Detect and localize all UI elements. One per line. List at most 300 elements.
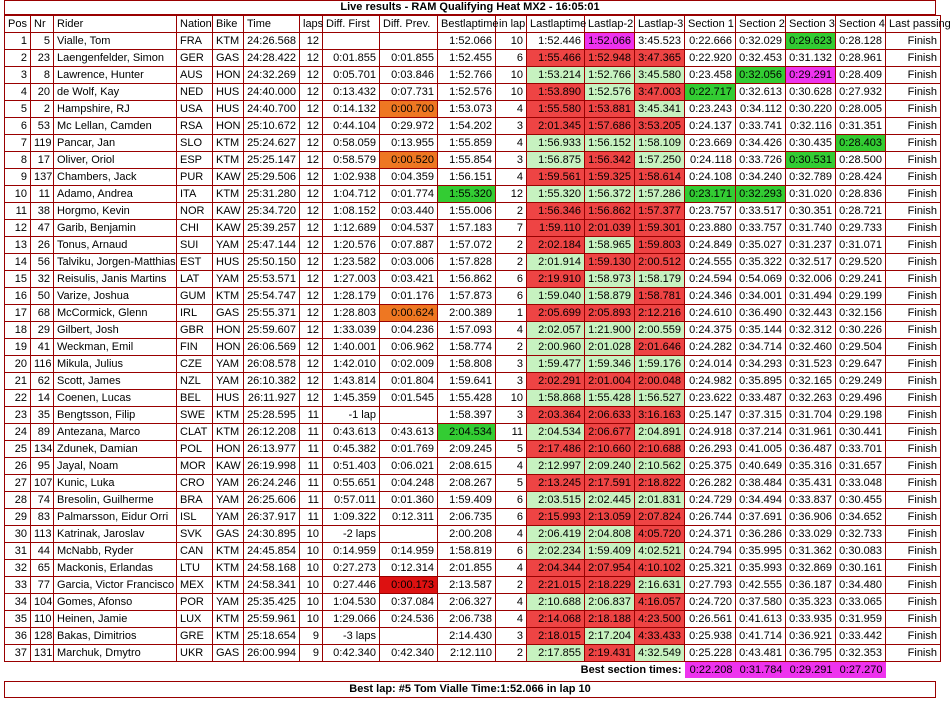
cell-diff-prev: 0:01.774 <box>380 186 438 203</box>
cell-section-2: 0:32.293 <box>736 186 786 203</box>
cell-diff-first: 1:28.803 <box>323 305 380 322</box>
cell-section-3: 0:30.628 <box>786 84 836 101</box>
cell-section-4: 0:29.249 <box>836 373 886 390</box>
cell-section-3: 0:31.704 <box>786 407 836 424</box>
cell-best-laptime: 1:54.202 <box>438 118 496 135</box>
cell-section-3: 0:32.116 <box>786 118 836 135</box>
cell-rider: Hampshire, RJ <box>54 101 177 118</box>
cell-lastlap-3: 1:56.527 <box>635 390 685 407</box>
cell-time: 25:28.595 <box>244 407 300 424</box>
cell-section-4: 0:33.065 <box>836 594 886 611</box>
cell-diff-first: -1 lap <box>323 407 380 424</box>
cell-section-2: 0:33.517 <box>736 203 786 220</box>
cell-nation: NZL <box>177 373 213 390</box>
table-row <box>5 373 941 390</box>
cell-lastlap-2: 2:18.188 <box>585 611 635 628</box>
cell-best-laptime: 2:06.327 <box>438 594 496 611</box>
cell-last-laptime: 1:53.214 <box>527 67 585 84</box>
table-header-row <box>5 16 941 33</box>
cell-pos: 31 <box>5 543 31 560</box>
cell-lastlap-3: 2:10.562 <box>635 458 685 475</box>
cell-rider: McNabb, Ryder <box>54 543 177 560</box>
cell-lastlap-2: 1:58.879 <box>585 288 635 305</box>
cell-section-1: 0:22.920 <box>685 50 736 67</box>
table-row <box>5 407 941 424</box>
cell-lastlap-3: 3:45.341 <box>635 101 685 118</box>
cell-pos: 12 <box>5 220 31 237</box>
cell-bike: HUS <box>213 84 244 101</box>
cell-nr: 110 <box>31 611 54 628</box>
cell-nr: 35 <box>31 407 54 424</box>
cell-section-1: 0:23.458 <box>685 67 736 84</box>
cell-section-1: 0:24.720 <box>685 594 736 611</box>
cell-section-2: 0:32.029 <box>736 33 786 50</box>
cell-nr: 62 <box>31 373 54 390</box>
cell-diff-prev: 0:14.959 <box>380 543 438 560</box>
cell-pos: 20 <box>5 356 31 373</box>
cell-nr: 74 <box>31 492 54 509</box>
cell-nation: CRO <box>177 475 213 492</box>
table-row <box>5 67 941 84</box>
cell-section-4: 0:28.403 <box>836 135 886 152</box>
cell-lastlap-3: 1:58.109 <box>635 135 685 152</box>
cell-section-1: 0:23.669 <box>685 135 736 152</box>
cell-diff-prev: 0:01.545 <box>380 390 438 407</box>
cell-section-4: 0:31.959 <box>836 611 886 628</box>
cell-last-laptime: 1:59.040 <box>527 288 585 305</box>
cell-lastlap-3: 1:57.377 <box>635 203 685 220</box>
cell-nation: IRL <box>177 305 213 322</box>
cell-last-laptime: 2:03.515 <box>527 492 585 509</box>
column-header-lastlap-2: Lastlap-2 <box>585 16 635 33</box>
cell-lastlap-2: 2:18.229 <box>585 577 635 594</box>
cell-section-1: 0:25.375 <box>685 458 736 475</box>
cell-rider: Pancar, Jan <box>54 135 177 152</box>
table-row <box>5 288 941 305</box>
cell-lastlap-2: 1:56.152 <box>585 135 635 152</box>
cell-nr: 2 <box>31 101 54 118</box>
cell-pos: 37 <box>5 645 31 662</box>
cell-nation: POR <box>177 594 213 611</box>
cell-diff-prev: 0:24.536 <box>380 611 438 628</box>
cell-last-passing: Finish <box>886 237 941 254</box>
cell-pos: 36 <box>5 628 31 645</box>
cell-lastlap-2: 2:01.028 <box>585 339 635 356</box>
cell-best-laptime: 1:55.320 <box>438 186 496 203</box>
cell-section-4: 0:31.351 <box>836 118 886 135</box>
cell-lastlap-3: 1:59.176 <box>635 356 685 373</box>
cell-section-3: 0:32.517 <box>786 254 836 271</box>
cell-nr: 32 <box>31 271 54 288</box>
cell-time: 24:40.700 <box>244 101 300 118</box>
cell-section-2: 0:40.649 <box>736 458 786 475</box>
cell-rider: Kunic, Luka <box>54 475 177 492</box>
cell-laps: 12 <box>300 288 323 305</box>
cell-last-laptime: 1:56.346 <box>527 203 585 220</box>
cell-in-lap: 6 <box>496 271 527 288</box>
cell-laps: 12 <box>300 33 323 50</box>
cell-section-2: 0:33.726 <box>736 152 786 169</box>
cell-time: 25:10.672 <box>244 118 300 135</box>
cell-bike: YAM <box>213 356 244 373</box>
cell-pos: 32 <box>5 560 31 577</box>
cell-diff-first: 0:44.104 <box>323 118 380 135</box>
cell-section-1: 0:26.744 <box>685 509 736 526</box>
column-header-laps: laps <box>300 16 323 33</box>
cell-lastlap-3: 3:47.365 <box>635 50 685 67</box>
cell-pos: 27 <box>5 475 31 492</box>
cell-diff-prev: 0:03.006 <box>380 254 438 271</box>
cell-lastlap-3: 3:16.163 <box>635 407 685 424</box>
cell-section-2: 0:36.490 <box>736 305 786 322</box>
cell-section-2: 0:34.001 <box>736 288 786 305</box>
cell-in-lap: 10 <box>496 67 527 84</box>
cell-laps: 12 <box>300 271 323 288</box>
cell-nation: PUR <box>177 169 213 186</box>
table-row <box>5 356 941 373</box>
cell-last-laptime: 2:12.997 <box>527 458 585 475</box>
cell-section-2: 0:35.993 <box>736 560 786 577</box>
cell-best-laptime: 2:12.110 <box>438 645 496 662</box>
cell-nr: 44 <box>31 543 54 560</box>
cell-nr: 134 <box>31 441 54 458</box>
cell-section-1: 0:25.321 <box>685 560 736 577</box>
cell-diff-prev: 0:12.314 <box>380 560 438 577</box>
cell-bike: GAS <box>213 50 244 67</box>
cell-time: 25:29.506 <box>244 169 300 186</box>
cell-nation: GER <box>177 50 213 67</box>
cell-section-4: 0:33.442 <box>836 628 886 645</box>
cell-lastlap-3: 2:16.631 <box>635 577 685 594</box>
cell-laps: 12 <box>300 186 323 203</box>
cell-lastlap-2: 1:59.346 <box>585 356 635 373</box>
cell-time: 25:34.720 <box>244 203 300 220</box>
best-section-1: 0:22.208 <box>685 662 736 679</box>
cell-section-1: 0:23.171 <box>685 186 736 203</box>
cell-section-3: 0:31.961 <box>786 424 836 441</box>
cell-laps: 11 <box>300 424 323 441</box>
cell-pos: 35 <box>5 611 31 628</box>
cell-lastlap-2: 1:59.325 <box>585 169 635 186</box>
cell-nr: 17 <box>31 152 54 169</box>
cell-last-passing: Finish <box>886 475 941 492</box>
cell-rider: Lawrence, Hunter <box>54 67 177 84</box>
cell-section-2: 0:34.714 <box>736 339 786 356</box>
cell-bike: KTM <box>213 577 244 594</box>
cell-time: 24:32.269 <box>244 67 300 84</box>
cell-last-passing: Finish <box>886 152 941 169</box>
cell-in-lap: 10 <box>496 390 527 407</box>
cell-section-1: 0:24.014 <box>685 356 736 373</box>
column-header-lastlap-3: Lastlap-3 <box>635 16 685 33</box>
cell-bike: HUS <box>213 390 244 407</box>
cell-section-2: 0:34.293 <box>736 356 786 373</box>
cell-section-4: 0:28.424 <box>836 169 886 186</box>
cell-diff-first: 0:45.382 <box>323 441 380 458</box>
cell-diff-prev: 0:00.520 <box>380 152 438 169</box>
cell-nation: BEL <box>177 390 213 407</box>
cell-lastlap-2: 1:58.973 <box>585 271 635 288</box>
cell-last-laptime: 2:01.345 <box>527 118 585 135</box>
column-header-diff-first: Diff. First <box>323 16 380 33</box>
cell-rider: Gomes, Afonso <box>54 594 177 611</box>
cell-diff-prev: 0:42.340 <box>380 645 438 662</box>
cell-bike: YAM <box>213 271 244 288</box>
cell-in-lap: 7 <box>496 220 527 237</box>
cell-bike: HUS <box>213 101 244 118</box>
cell-in-lap: 2 <box>496 339 527 356</box>
cell-last-passing: Finish <box>886 509 941 526</box>
cell-rider: de Wolf, Kay <box>54 84 177 101</box>
table-row <box>5 50 941 67</box>
cell-time: 26:12.208 <box>244 424 300 441</box>
cell-best-laptime: 2:06.735 <box>438 509 496 526</box>
cell-rider: Mackonis, Erlandas <box>54 560 177 577</box>
cell-laps: 11 <box>300 458 323 475</box>
cell-nr: 8 <box>31 67 54 84</box>
cell-section-3: 0:33.837 <box>786 492 836 509</box>
cell-nr: 50 <box>31 288 54 305</box>
cell-in-lap: 4 <box>496 526 527 543</box>
cell-last-laptime: 1:52.446 <box>527 33 585 50</box>
cell-laps: 12 <box>300 50 323 67</box>
cell-section-1: 0:24.594 <box>685 271 736 288</box>
cell-section-3: 0:32.263 <box>786 390 836 407</box>
cell-lastlap-2: 2:05.893 <box>585 305 635 322</box>
cell-section-4: 0:32.156 <box>836 305 886 322</box>
cell-time: 24:40.000 <box>244 84 300 101</box>
cell-section-2: 0:34.426 <box>736 135 786 152</box>
cell-laps: 12 <box>300 101 323 118</box>
cell-last-laptime: 1:55.320 <box>527 186 585 203</box>
cell-laps: 12 <box>300 305 323 322</box>
cell-lastlap-3: 4:05.720 <box>635 526 685 543</box>
cell-bike: GAS <box>213 526 244 543</box>
cell-section-1: 0:24.108 <box>685 169 736 186</box>
table-row <box>5 611 941 628</box>
cell-last-laptime: 2:04.344 <box>527 560 585 577</box>
cell-best-laptime: 1:56.862 <box>438 271 496 288</box>
cell-last-passing: Finish <box>886 220 941 237</box>
cell-last-passing: Finish <box>886 203 941 220</box>
cell-section-1: 0:24.346 <box>685 288 736 305</box>
cell-section-1: 0:24.137 <box>685 118 736 135</box>
cell-time: 24:30.895 <box>244 526 300 543</box>
cell-diff-first: 0:14.132 <box>323 101 380 118</box>
cell-best-laptime: 1:55.859 <box>438 135 496 152</box>
cell-time: 25:24.627 <box>244 135 300 152</box>
cell-best-laptime: 1:55.854 <box>438 152 496 169</box>
cell-best-laptime: 1:58.819 <box>438 543 496 560</box>
cell-last-passing: Finish <box>886 628 941 645</box>
cell-nation: SLO <box>177 135 213 152</box>
cell-rider: Reisulis, Janis Martins <box>54 271 177 288</box>
cell-diff-prev: 0:00.624 <box>380 305 438 322</box>
cell-nation: NED <box>177 84 213 101</box>
cell-nr: 113 <box>31 526 54 543</box>
cell-laps: 11 <box>300 492 323 509</box>
cell-laps: 12 <box>300 135 323 152</box>
cell-in-lap: 10 <box>496 33 527 50</box>
cell-nation: EST <box>177 254 213 271</box>
cell-section-4: 0:29.198 <box>836 407 886 424</box>
cell-section-4: 0:32.353 <box>836 645 886 662</box>
cell-lastlap-3: 2:04.891 <box>635 424 685 441</box>
cell-diff-prev: 0:00.173 <box>380 577 438 594</box>
cell-bike: GAS <box>213 645 244 662</box>
best-section-2: 0:31.784 <box>736 662 786 679</box>
cell-section-1: 0:24.918 <box>685 424 736 441</box>
cell-lastlap-2: 1:52.948 <box>585 50 635 67</box>
table-row <box>5 577 941 594</box>
cell-nr: 14 <box>31 390 54 407</box>
cell-diff-first: 0:55.651 <box>323 475 380 492</box>
cell-lastlap-2: 2:06.633 <box>585 407 635 424</box>
cell-bike: YAM <box>213 373 244 390</box>
cell-lastlap-2: 1:56.862 <box>585 203 635 220</box>
cell-last-passing: Finish <box>886 135 941 152</box>
cell-bike: KTM <box>213 186 244 203</box>
cell-last-passing: Finish <box>886 441 941 458</box>
cell-diff-prev <box>380 33 438 50</box>
cell-diff-first: 1:09.322 <box>323 509 380 526</box>
cell-time: 24:58.341 <box>244 577 300 594</box>
column-header-nation: Nation <box>177 16 213 33</box>
cell-in-lap: 12 <box>496 186 527 203</box>
cell-section-3: 0:33.029 <box>786 526 836 543</box>
cell-section-2: 0:32.056 <box>736 67 786 84</box>
cell-rider: Horgmo, Kevin <box>54 203 177 220</box>
cell-lastlap-3: 2:18.822 <box>635 475 685 492</box>
cell-section-3: 0:32.006 <box>786 271 836 288</box>
cell-section-4: 0:28.128 <box>836 33 886 50</box>
cell-laps: 12 <box>300 67 323 84</box>
cell-section-2: 0:35.322 <box>736 254 786 271</box>
cell-rider: Talviku, Jorgen-Matthias <box>54 254 177 271</box>
cell-lastlap-2: 1:52.766 <box>585 67 635 84</box>
cell-best-laptime: 2:08.267 <box>438 475 496 492</box>
cell-lastlap-2: 2:17.591 <box>585 475 635 492</box>
column-header-section-1: Section 1 <box>685 16 736 33</box>
cell-in-lap: 3 <box>496 407 527 424</box>
cell-time: 25:35.425 <box>244 594 300 611</box>
cell-nation: CLAT <box>177 424 213 441</box>
cell-bike: YAM <box>213 237 244 254</box>
cell-section-3: 0:31.132 <box>786 50 836 67</box>
cell-section-4: 0:30.441 <box>836 424 886 441</box>
cell-section-1: 0:24.282 <box>685 339 736 356</box>
cell-in-lap: 2 <box>496 237 527 254</box>
cell-pos: 7 <box>5 135 31 152</box>
cell-section-2: 0:35.144 <box>736 322 786 339</box>
cell-lastlap-2: 1:53.881 <box>585 101 635 118</box>
cell-bike: KTM <box>213 543 244 560</box>
cell-section-3: 0:36.187 <box>786 577 836 594</box>
cell-laps: 12 <box>300 220 323 237</box>
cell-best-laptime: 2:06.738 <box>438 611 496 628</box>
table-row <box>5 628 941 645</box>
cell-in-lap: 2 <box>496 577 527 594</box>
cell-rider: Tonus, Arnaud <box>54 237 177 254</box>
cell-section-2: 0:35.995 <box>736 543 786 560</box>
cell-diff-prev: 0:02.009 <box>380 356 438 373</box>
cell-diff-first: 1:12.689 <box>323 220 380 237</box>
table-row <box>5 237 941 254</box>
cell-pos: 28 <box>5 492 31 509</box>
cell-last-passing: Finish <box>886 67 941 84</box>
cell-pos: 22 <box>5 390 31 407</box>
cell-lastlap-2: 2:02.445 <box>585 492 635 509</box>
cell-lastlap-3: 2:12.216 <box>635 305 685 322</box>
cell-in-lap: 6 <box>496 492 527 509</box>
cell-nr: 116 <box>31 356 54 373</box>
cell-time: 25:47.144 <box>244 237 300 254</box>
cell-time: 25:39.257 <box>244 220 300 237</box>
cell-nation: SVK <box>177 526 213 543</box>
cell-rider: Oliver, Oriol <box>54 152 177 169</box>
cell-last-laptime: 1:56.875 <box>527 152 585 169</box>
cell-bike: KTM <box>213 628 244 645</box>
cell-nr: 29 <box>31 322 54 339</box>
cell-best-laptime: 2:09.245 <box>438 441 496 458</box>
cell-rider: Garib, Benjamin <box>54 220 177 237</box>
cell-diff-prev <box>380 526 438 543</box>
cell-bike: HON <box>213 322 244 339</box>
cell-diff-prev: 0:01.769 <box>380 441 438 458</box>
cell-in-lap: 3 <box>496 628 527 645</box>
cell-section-1: 0:22.717 <box>685 84 736 101</box>
cell-last-passing: Finish <box>886 560 941 577</box>
cell-lastlap-2: 2:07.954 <box>585 560 635 577</box>
cell-pos: 18 <box>5 322 31 339</box>
cell-time: 24:45.854 <box>244 543 300 560</box>
cell-best-laptime: 1:57.183 <box>438 220 496 237</box>
cell-section-1: 0:22.666 <box>685 33 736 50</box>
cell-section-1: 0:24.555 <box>685 254 736 271</box>
cell-section-2: 0:32.453 <box>736 50 786 67</box>
cell-best-laptime: 1:58.774 <box>438 339 496 356</box>
cell-laps: 11 <box>300 407 323 424</box>
cell-last-passing: Finish <box>886 169 941 186</box>
table-row <box>5 305 941 322</box>
cell-bike: KTM <box>213 288 244 305</box>
cell-section-1: 0:26.561 <box>685 611 736 628</box>
table-row <box>5 339 941 356</box>
cell-diff-first: 0:27.273 <box>323 560 380 577</box>
cell-diff-prev: 0:04.236 <box>380 322 438 339</box>
cell-section-4: 0:29.733 <box>836 220 886 237</box>
cell-last-laptime: 1:59.561 <box>527 169 585 186</box>
cell-section-3: 0:31.494 <box>786 288 836 305</box>
cell-nr: 104 <box>31 594 54 611</box>
cell-section-2: 0:37.315 <box>736 407 786 424</box>
cell-best-laptime: 1:57.873 <box>438 288 496 305</box>
cell-lastlap-2: 1:52.066 <box>585 33 635 50</box>
cell-lastlap-2: 2:06.837 <box>585 594 635 611</box>
cell-laps: 11 <box>300 475 323 492</box>
cell-time: 26:19.998 <box>244 458 300 475</box>
cell-last-laptime: 1:58.868 <box>527 390 585 407</box>
best-section-row <box>5 662 941 679</box>
cell-rider: Vialle, Tom <box>54 33 177 50</box>
cell-diff-first: 1:45.359 <box>323 390 380 407</box>
cell-last-passing: Finish <box>886 118 941 135</box>
cell-section-4: 0:28.721 <box>836 203 886 220</box>
cell-nr: 23 <box>31 50 54 67</box>
cell-time: 25:59.607 <box>244 322 300 339</box>
cell-nation: CZE <box>177 356 213 373</box>
cell-diff-prev <box>380 628 438 645</box>
